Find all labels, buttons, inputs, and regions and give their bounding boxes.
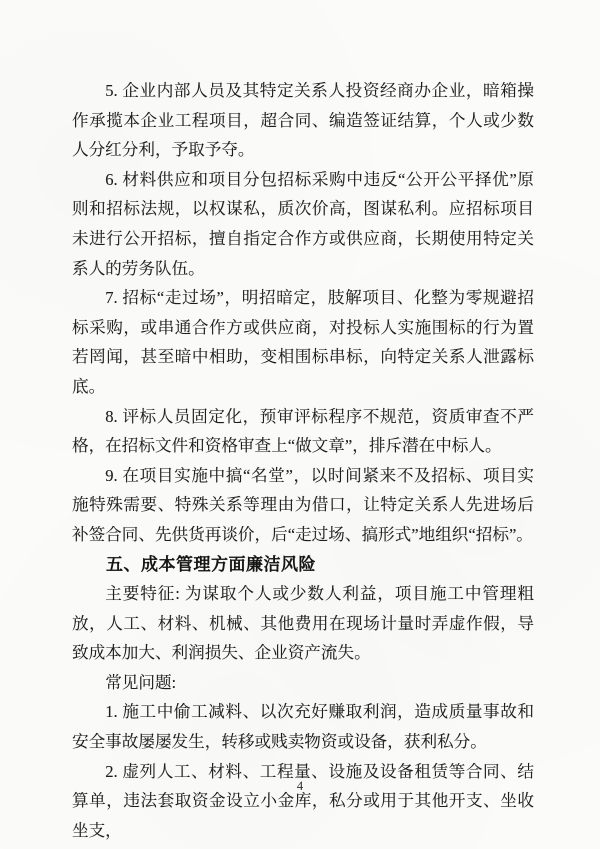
paragraph-item-9: 9. 在项目实施中搞“名堂”，以时间紧来不及招标、项目实施特殊需要、特殊关系等理由为借口，让特定关系人先进场后补签合同、先供货再谈价，后“走过场、搞形式”地组织“招标”。: [72, 465, 534, 544]
paragraph-main-characteristics: 主要特征: 为谋取个人或少数人利益，项目施工中管理粗放，人工、材料、机械、其他费用在现场计量时弄虚作假，导致成本加大、利润损失、企业资产流失。: [72, 584, 534, 663]
paragraph-item-7: 7. 招标“走过场”，明招暗定，肢解项目、化整为零规避招标采购，或串通合作方或供应商，对投标人实施围标的行为置若罔闻，甚至暗中相助，变相围标串标，向特定关系人泄露标底。: [72, 288, 534, 396]
paragraph-problem-1: 1. 施工中偷工减料、以次充好赚取利润，造成质量事故和安全事故屡屡发生，转移或贱卖物资或设备，获利私分。: [72, 702, 534, 752]
paragraph-item-8: 8. 评标人员固定化，预审评标程序不规范，资质审查不严格，在招标文件和资格审查上“做文章”，排斥潜在中标人。: [72, 406, 534, 456]
document-body: [72, 76, 534, 845]
paragraph-item-6: 6. 材料供应和项目分包招标采购中违反“公开公平择优”原则和招标法规，以权谋私，质次价高，图谋私利。应招标项目未进行公开招标，擅自指定合作方或供应商，长期使用特定关系人的劳务队伍。: [72, 169, 534, 278]
paragraph-common-problems-label: 常见问题:: [105, 672, 177, 692]
page-number: 4: [296, 779, 304, 793]
page-footer: [0, 779, 600, 794]
paragraph-problem-2: 2. 虚列人工、材料、工程量、设施及设备租赁等合同、结算单，违法套取资金设立小金库，私分或用于其他开支、坐收坐支，: [72, 761, 534, 840]
paragraph-item-5: 5. 企业内部人员及其特定关系人投资经商办企业，暗箱操作承揽本企业工程项目，超合同、编造签证结算，个人或少数人分红分利，予取予夺。: [72, 81, 534, 160]
section-heading-cost-management: 五、成本管理方面廉洁风险: [106, 554, 316, 574]
